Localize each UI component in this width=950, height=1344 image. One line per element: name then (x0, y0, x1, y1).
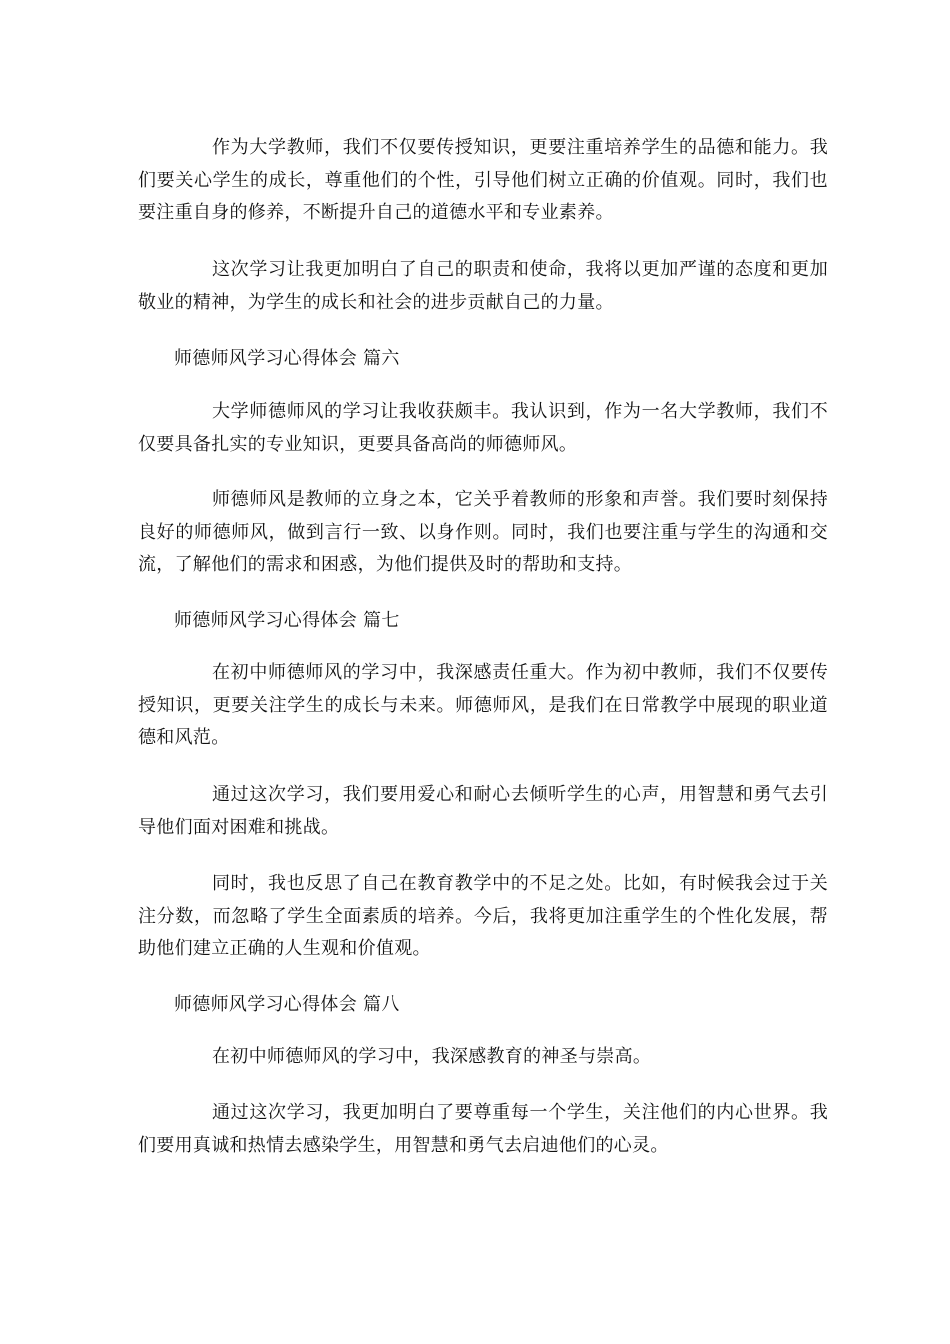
paragraph-3: 大学师德师风的学习让我收获颇丰。我认识到，作为一名大学教师，我们不仅要具备扎实的专业知识，更要具备高尚的师德师风。 (138, 401, 828, 455)
section-heading-7: 师德师风学习心得体会 篇七 (174, 610, 400, 631)
paragraph-8: 在初中师德师风的学习中，我深感教育的神圣与崇高。 (212, 1046, 652, 1067)
section-heading-8: 师德师风学习心得体会 篇八 (174, 994, 400, 1015)
paragraph-4: 师德师风是教师的立身之本，它关乎着教师的形象和声誉。我们要时刻保持良好的师德师风，做到言行一致、以身作则。同时，我们也要注重与学生的沟通和交流，了解他们的需求和困惑，为他们提供及时的帮助和支持。 (138, 489, 828, 575)
paragraph-9: 通过这次学习，我更加明白了要尊重每一个学生，关注他们的内心世界。我们要用真诚和热情去感染学生，用智慧和勇气去启迪他们的心灵。 (138, 1102, 828, 1156)
paragraph-5: 在初中师德师风的学习中，我深感责任重大。作为初中教师，我们不仅要传授知识，更要关注学生的成长与未来。师德师风，是我们在日常教学中展现的职业道德和风范。 (138, 662, 828, 748)
paragraph-6: 通过这次学习，我们要用爱心和耐心去倾听学生的心声，用智慧和勇气去引导他们面对困难和挑战。 (138, 784, 828, 838)
paragraph-7: 同时，我也反思了自己在教育教学中的不足之处。比如，有时候我会过于关注分数，而忽略了学生全面素质的培养。今后，我将更加注重学生的个性化发展，帮助他们建立正确的人生观和价值观。 (138, 873, 828, 959)
paragraph-1: 作为大学教师，我们不仅要传授知识，更要注重培养学生的品德和能力。我们要关心学生的成长，尊重他们的个性，引导他们树立正确的价值观。同时，我们也要注重自身的修养，不断提升自己的道德水平和专业素养。 (138, 137, 828, 223)
section-heading-6: 师德师风学习心得体会 篇六 (174, 348, 400, 369)
paragraph-2: 这次学习让我更加明白了自己的职责和使命，我将以更加严谨的态度和更加敬业的精神，为学生的成长和社会的进步贡献自己的力量。 (138, 259, 828, 313)
